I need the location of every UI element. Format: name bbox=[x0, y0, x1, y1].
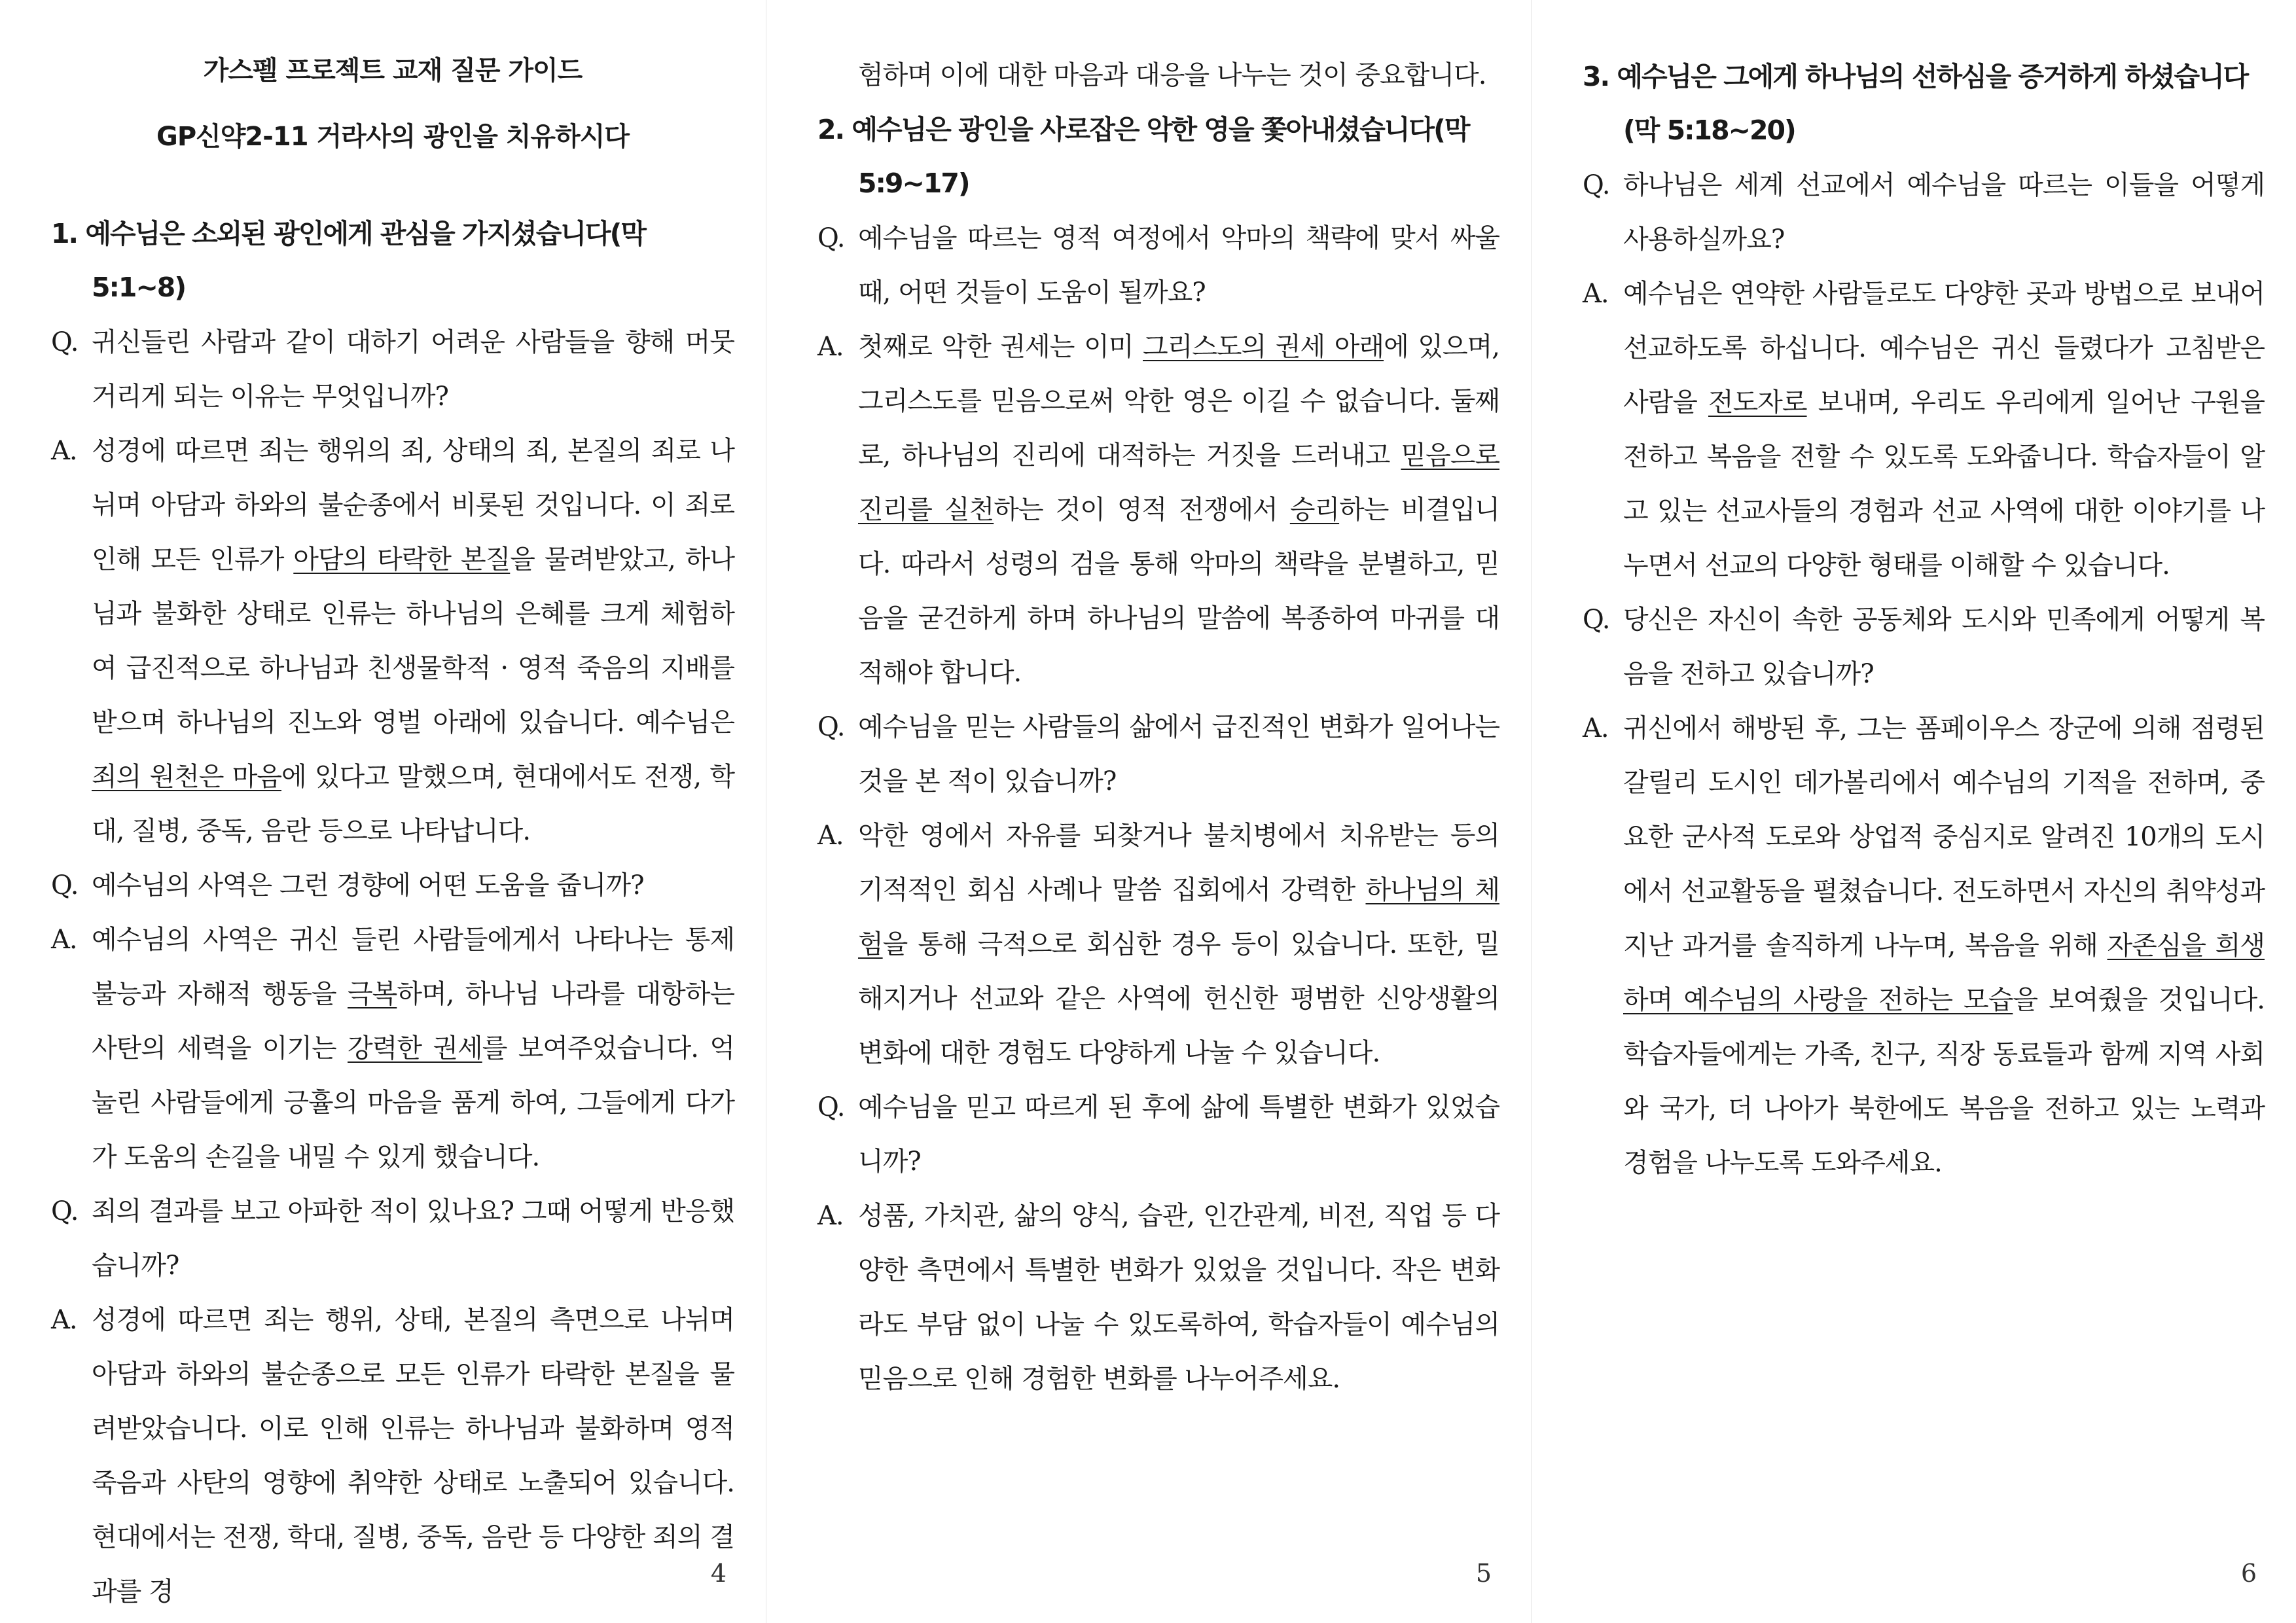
document-title: 가스펠 프로젝트 교재 질문 가이드 bbox=[203, 56, 583, 86]
section-1-heading: 1. 예수님은 소외된 광인에게 관심을 가지셨습니다(막 5:1~8) bbox=[51, 218, 645, 303]
answer-text: 에 있으며, 그리스도를 믿음으로써 악한 영은 이길 수 없습니다. 둘째로, 하나님의 진리에 대적하는 거짓을 드러내고 bbox=[858, 332, 1499, 471]
answer-text: 성경에 따르면 죄는 행위의 죄, 상태의 죄, 본질의 죄로 나뉘며 아담과 하와의 불순종에서 비롯된 것입니다. 이 죄로 인해 모든 인류가 bbox=[92, 436, 734, 575]
q-marker: Q. bbox=[817, 712, 845, 742]
question-text: 당신은 자신이 속한 공동체와 도시와 민족에게 어떻게 복음을 전하고 있습니까? bbox=[1623, 605, 2265, 689]
underlined-phrase: 죄의 원천은 마음 bbox=[92, 762, 282, 792]
page-number: 4 bbox=[710, 1559, 726, 1588]
question bbox=[51, 859, 734, 913]
page-5 bbox=[766, 0, 1531, 1623]
question-text: 예수님을 믿고 따르게 된 후에 삶에 특별한 변화가 있었습니까? bbox=[858, 1092, 1499, 1177]
q-marker: Q. bbox=[1583, 605, 1610, 635]
question-text: 죄의 결과를 보고 아파한 적이 있나요? 그때 어떻게 반응했습니까? bbox=[92, 1196, 734, 1281]
underlined-phrase: 승리 bbox=[1289, 495, 1340, 525]
question bbox=[817, 700, 1499, 809]
answer bbox=[51, 424, 734, 859]
question bbox=[817, 1080, 1499, 1189]
section-3-heading: 3. 예수님은 그에게 하나님의 선하심을 증거하게 하셨습니다(막 5:18~20) bbox=[1583, 61, 2248, 146]
a-marker: A. bbox=[817, 821, 844, 851]
page-6 bbox=[1532, 0, 2296, 1623]
underlined-phrase: 믿음으로 진리를 실천 bbox=[858, 440, 1499, 525]
answer bbox=[1583, 267, 2265, 593]
answer-text: 예수님의 사역은 귀신 들린 사람들에게서 나타나는 통제 불능과 자해적 행동을 bbox=[92, 925, 734, 1009]
q-marker: Q. bbox=[1583, 170, 1610, 200]
q-marker: Q. bbox=[51, 870, 79, 901]
underlined-phrase: 강력한 권세 bbox=[348, 1033, 482, 1063]
page-number: 6 bbox=[2240, 1559, 2257, 1588]
page-4 bbox=[0, 0, 766, 1623]
a-marker: A. bbox=[51, 1305, 77, 1335]
underlined-phrase: 자존심을 희생하며 예수님의 사랑을 전하는 모습 bbox=[1623, 931, 2265, 1015]
answer-text: 첫째로 악한 권세는 이미 bbox=[858, 332, 1143, 362]
answer-text: 을 통해 극적으로 회심한 경우 등이 있습니다. 또한, 밀해지거나 선교와 같은 사역에 헌신한 평범한 신앙생활의 변화에 대한 경험도 다양하게 나눌 수 있습니다. bbox=[858, 929, 1499, 1068]
a-marker: A. bbox=[1583, 279, 1609, 309]
answer bbox=[817, 320, 1499, 700]
question bbox=[1583, 593, 2265, 702]
answer-continuation: 험하며 이에 대한 마음과 대응을 나누는 것이 중요합니다. bbox=[858, 60, 1486, 90]
a-marker: A. bbox=[51, 925, 77, 955]
underlined-phrase: 그리스도의 권세 아래 bbox=[1143, 332, 1384, 362]
page-number: 5 bbox=[1475, 1559, 1492, 1588]
underlined-phrase: 전도자로 bbox=[1708, 387, 1807, 418]
question bbox=[51, 1185, 734, 1293]
answer bbox=[51, 1293, 734, 1619]
answer-text: 예수님은 연약한 사람들로도 다양한 곳과 방법으로 보내어 선교하도록 하십니다. 예수님은 귀신 들렸다가 고침받은 사람을 bbox=[1623, 279, 2265, 418]
answer bbox=[51, 913, 734, 1185]
question-text: 예수님의 사역은 그런 경향에 어떤 도움을 줍니까? bbox=[92, 870, 644, 901]
answer-text: 을 물려받았고, 하나님과 불화한 상태로 인류는 하나님의 은혜를 크게 체험하여 급진적으로 하나님과 친생물학적 · 영적 죽음의 지배를 받으며 하나님의 진노와 영벌 아래에 있습니다. 예수님은 bbox=[92, 544, 735, 738]
a-marker: A. bbox=[51, 436, 77, 466]
q-marker: Q. bbox=[817, 1092, 845, 1122]
question-text: 하나님은 세계 선교에서 예수님을 따르는 이들을 어떻게 사용하실까요? bbox=[1623, 170, 2265, 255]
answer-text: 귀신에서 해방된 후, 그는 폼페이우스 장군에 의해 점령된 갈릴리 도시인 데가볼리에서 예수님의 기적을 전하며, 중요한 군사적 도로와 상업적 중심지로 알려진 10개의 도시에서 선교활동을 펼쳤습니다. 전도하면서 자신의 취약성과 지난 과거를 솔직하게 나누며, 복음을 위해 bbox=[1623, 713, 2265, 961]
a-marker: A. bbox=[1583, 713, 1609, 743]
a-marker: A. bbox=[817, 332, 844, 362]
answer bbox=[1583, 702, 2265, 1190]
underlined-phrase: 아담의 타락한 본질 bbox=[293, 544, 511, 575]
q-marker: Q. bbox=[51, 1196, 79, 1226]
answer-text: 하며, 하나님 나라를 대항하는 사탄의 세력을 이기는 bbox=[92, 979, 734, 1063]
answer-text: 보내며, 우리도 우리에게 일어난 구원을 전하고 복음을 전할 수 있도록 도와줍니다. 학습자들이 알고 있는 선교사들의 경험과 선교 사역에 대한 이야기를 나누면서 선교의 다양한 형태를 이해할 수 있습니다. bbox=[1623, 387, 2265, 580]
q-marker: Q. bbox=[51, 327, 79, 357]
question bbox=[1583, 158, 2265, 267]
section-2-heading: 2. 예수님은 광인을 사로잡은 악한 영을 쫓아내셨습니다(막 5:9~17) bbox=[817, 114, 1469, 199]
answer-text: 성품, 가치관, 삶의 양식, 습관, 인간관계, 비전, 직업 등 다양한 측면에서 특별한 변화가 있었을 것입니다. 작은 변화라도 부담 없이 나눌 수 있도록하여, 학습자들이 예수님의 믿음으로 인해 경험한 변화를 나누어주세요. bbox=[858, 1201, 1499, 1394]
answer-text: 에 있다고 말했으며, 현대에서도 전쟁, 학대, 질병, 중독, 음란 등으로 나타납니다. bbox=[92, 762, 734, 846]
question-text: 귀신들린 사람과 같이 대하기 어려운 사람들을 향해 머뭇거리게 되는 이유는 무엇입니까? bbox=[92, 327, 734, 412]
answer-text: 성경에 따르면 죄는 행위, 상태, 본질의 측면으로 나뉘며 아담과 하와의 불순종으로 모든 인류가 타락한 본질을 물려받았습니다. 이로 인해 인류는 하나님과 불화하며 영적 죽음과 사탄의 영향에 취약한 상태로 노출되어 있습니다. 현대에서는 전쟁, 학대, 질병, 중독, 음란 등 다양한 죄의 결과를 경 bbox=[92, 1305, 734, 1607]
question-text: 예수님을 믿는 사람들의 삶에서 급진적인 변화가 일어나는 것을 본 적이 있습니까? bbox=[858, 712, 1499, 796]
answer-text: 하는 비결입니다. 따라서 성령의 검을 통해 악마의 책략을 분별하고, 믿음을 굳건하게 하며 하나님의 말씀에 복종하여 마귀를 대적해야 합니다. bbox=[858, 495, 1499, 688]
answer-text: 하는 것이 영적 전쟁에서 bbox=[994, 495, 1290, 525]
underlined-phrase: 하나님의 체험 bbox=[858, 875, 1499, 959]
underlined-phrase: 극복 bbox=[348, 979, 397, 1009]
q-marker: Q. bbox=[817, 223, 845, 253]
answer-text: 를 보여주었습니다. 억눌린 사람들에게 긍휼의 마음을 품게 하여, 그들에게 다가가 도움의 손길을 내밀 수 있게 했습니다. bbox=[92, 1033, 735, 1172]
answer bbox=[817, 1189, 1499, 1406]
answer bbox=[817, 809, 1499, 1080]
lesson-subtitle: GP신약2-11 거라사의 광인을 치유하시다 bbox=[156, 122, 629, 152]
answer-text: 을 보여줬을 것입니다. 학습자들에게는 가족, 친구, 직장 동료들과 함께 지역 사회와 국가, 더 나아가 북한에도 복음을 전하고 있는 노력과 경험을 나누도록 도와주세요. bbox=[1623, 985, 2265, 1178]
question bbox=[51, 315, 734, 424]
answer-text: 악한 영에서 자유를 되찾거나 불치병에서 치유받는 등의 기적적인 회심 사례나 말씀 집회에서 강력한 bbox=[858, 821, 1499, 905]
question-text: 예수님을 따르는 영적 여정에서 악마의 책략에 맞서 싸울 때, 어떤 것들이 도움이 될까요? bbox=[858, 223, 1499, 308]
question bbox=[817, 211, 1499, 320]
a-marker: A. bbox=[817, 1201, 844, 1231]
